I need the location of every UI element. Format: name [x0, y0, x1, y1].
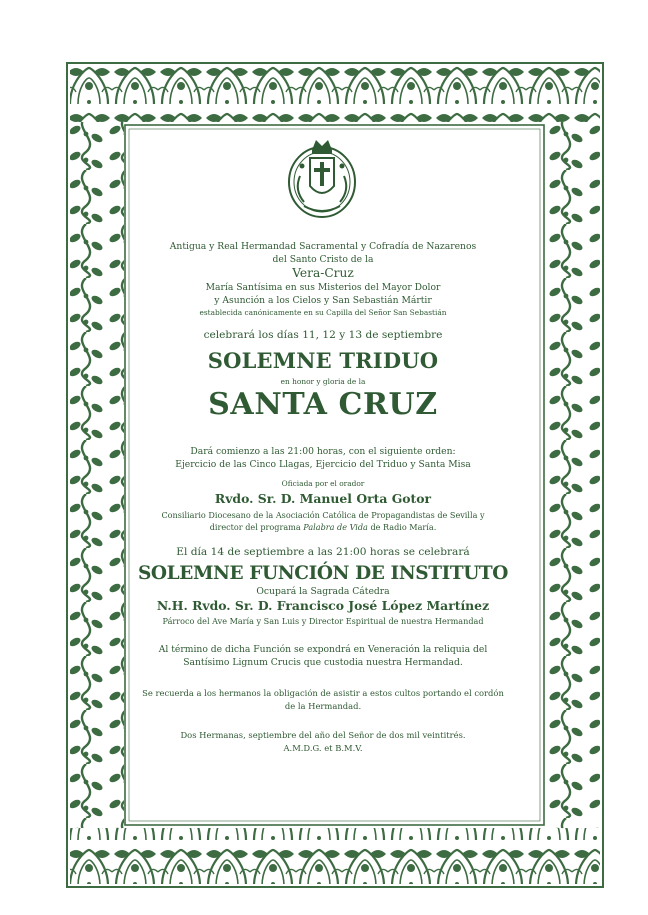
document-body — [126, 126, 520, 830]
place-and-date: Dos Hermanas, septiembre del año del Señor de dos mil veintitrés. — [180, 730, 466, 740]
triduo-preacher-role1: Consiliario Diocesano de la Asociación Católica de Propagandistas de Sevilla y — [161, 510, 485, 520]
brotherhood-name-veracruz: Vera-Cruz — [292, 266, 354, 280]
relic-note-line1: Al término de dicha Función se expondrá en Veneración la reliquia del — [158, 644, 488, 655]
triduo-subtitle: en honor y gloria de la — [280, 377, 366, 386]
brotherhood-name-line4: María Santísima en sus Misterios del Mayor Dolor — [205, 282, 441, 293]
function-preacher: N.H. Rvdo. Sr. D. Francisco José López Martínez — [156, 598, 490, 613]
role2-post: de Radio María. — [367, 522, 437, 532]
triduo-title: SOLEMNE TRIDUO — [207, 348, 439, 373]
function-preacher-role: Párroco del Ave María y San Luis y Director Espiritual de nuestra Hermandad — [162, 616, 484, 626]
radio-program-name: Palabra de Vida — [303, 522, 368, 532]
triduo-dates: celebrará los días 11, 12 y 13 de septiembre — [203, 329, 443, 341]
triduo-preacher-role2 — [126, 522, 520, 532]
sacred-chair: Ocupará la Sagrada Cátedra — [256, 586, 390, 597]
function-title: SOLEMNE FUNCIÓN DE INSTITUTO — [137, 563, 509, 584]
program-line1: Dará comienzo a las 21:00 horas, con el siguiente orden: — [190, 446, 456, 457]
brotherhood-crest-icon — [286, 136, 358, 220]
brotherhood-name-line5: y Asunción a los Cielos y San Sebastián Mártir — [214, 295, 432, 306]
program-line2: Ejercicio de las Cinco Llagas, Ejercicio del Triduo y Santa Misa — [175, 459, 471, 470]
brotherhood-name-line2: del Santo Cristo de la — [272, 254, 374, 265]
brotherhood-name-line1: Antigua y Real Hermandad Sacramental y Cofradía de Nazarenos — [169, 241, 477, 252]
reminder-line1: Se recuerda a los hermanos la obligación de asistir a estos cultos portando el cordón — [142, 688, 504, 698]
triduo-preacher: Rvdo. Sr. D. Manuel Orta Gotor — [214, 491, 432, 506]
reminder-line2: de la Hermandad. — [284, 701, 362, 711]
santa-cruz-title: SANTA CRUZ — [208, 387, 438, 422]
motto: A.M.D.G. et B.M.V. — [283, 743, 363, 753]
role2-pre: director del programa — [209, 522, 304, 532]
officiated-by: Oficiada por el orador — [281, 479, 365, 488]
function-intro: El día 14 de septiembre a las 21:00 horas se celebrará — [176, 546, 470, 558]
brotherhood-name-line6: establecida canónicamente en su Capilla del Señor San Sebastián — [199, 308, 447, 317]
relic-note-line2: Santísimo Lignum Crucis que custodia nuestra Hermandad. — [183, 657, 463, 668]
